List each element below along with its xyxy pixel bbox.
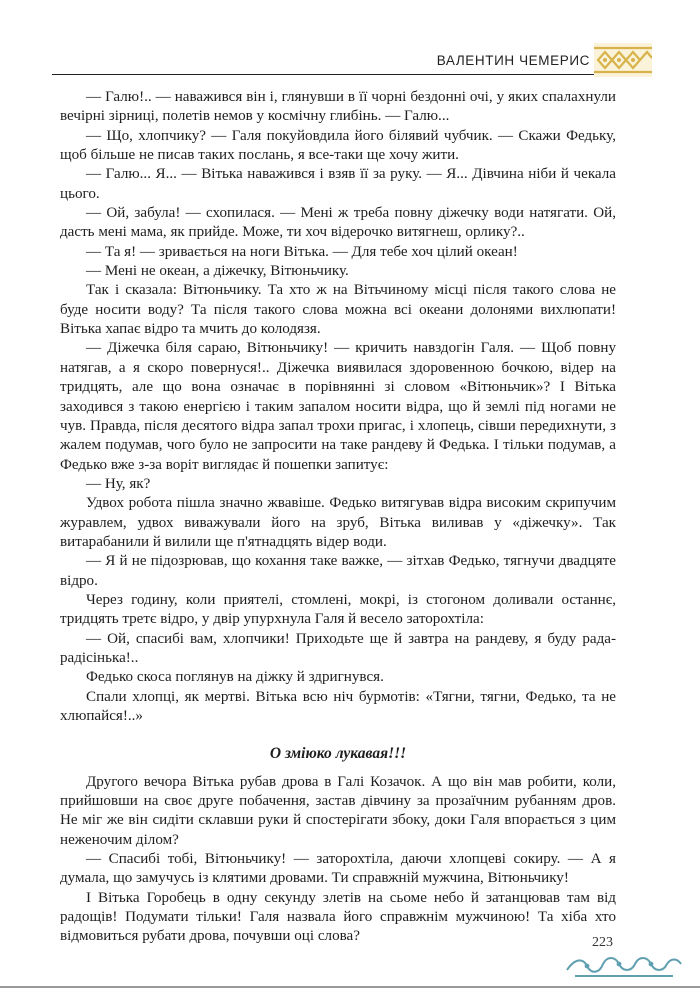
paragraph: — Мені не океан, а діжечку, Вітюньчику.	[86, 263, 349, 280]
paragraph: — Діжечка біля сараю, Вітюньчику! — кричить навздогін Галя. — Щоб повну натягав, а я скоро повернуся!.. Діжечка виявилася здоровенною бочкою, відер на тридцять, але що вона означає в порівнянні зі словом «Вітюньчик»? І Вітька заходився з такою енергією і таким запалом носити відра, що й землі під ногами не чув. Правда, після десятого відра запал трохи пригас, і хлопець, сівши передихнути, з жалем подумав, чого було не запросити на таке рандеву й Федька. І тільки подумав, а Федько вже з-за воріт виглядає й пошепки запитує:	[60, 340, 616, 473]
paragraph: — Спасибі тобі, Вітюньчику! — заторохтіла, даючи хлопцеві сокиру. — А я думала, що замучусь із клятими дровами. Ти справжній мужчина, Вітюньчику!	[60, 851, 616, 887]
paragraph: — Галю!.. — наважився він і, глянувши в її чорні бездонні очі, у яких спалахнули вечірні зірниці, полетів немов у космічну глибінь. — Галю...	[60, 89, 616, 125]
paragraph: — Я й не підозрював, що кохання таке важке, — зітхав Федько, тягнучи двадцяте відро.	[60, 553, 616, 589]
page-bottom-rule	[0, 986, 700, 988]
paragraph: Через годину, коли приятелі, стомлені, мокрі, із стогоном доливали останнє, тридцять третє відро, у двір упурхнула Галя й весело заторохтіла:	[60, 591, 616, 628]
paragraph: І Вітька Горобець в одну секунду злетів на сьоме небо й затанцював там від радощів! Подумати тільки! Галя назвала його справжнім мужчиною! Та хіба хто відмовиться рубати дрова, почувши оці слова?	[60, 889, 616, 945]
paragraph: Удвох робота пішла значно жвавіше. Федько витягував відра високим скрипучим журавлем, удвох виважували його на зруб, Вітька виливав у «діжечку». Так витарабанили й вилили ще п'ятнадцять відер води.	[60, 495, 616, 550]
wave-ornament-icon	[565, 950, 683, 980]
page-header	[52, 40, 652, 76]
paragraph: Федько скоса поглянув на діжку й здригнувся.	[86, 669, 384, 686]
page-body	[60, 88, 616, 947]
section-heading: О змiюко лукавая!!!	[269, 745, 407, 763]
paragraph: — Що, хлопчику? — Галя покуйовдила його білявий чубчик. — Скажи Федьку, щоб більше не писав таких послань, я все-таки ще хочу жити.	[60, 127, 616, 164]
paragraph: — Ну, як?	[86, 475, 151, 492]
paragraph: Так і сказала: Вітюньчику. Та хто ж на Вітьчиному місці після такого слова не буде носити воду? Та після такого слова можна всі океани долонями вихлюпати! Вітька хапає відро та мчить до колодязя.	[60, 282, 616, 338]
running-head-author: ВАЛЕНТИН ЧЕМЕРИС	[436, 53, 590, 68]
paragraph: Другого вечора Вітька рубав дрова в Галі Козачок. А що він мав робити, коли, прийшовши на своє друге побачення, застав дівчину за прозаїчним рубанням дров. Не міг же він сидіти склавши руки й спостерігати збоку, доки Галя впорається з цим неженочим ділом?	[60, 773, 616, 848]
paragraph: — Ой, забула! — схопилася. — Мені ж треба повну діжечку води натягати. Ой, дасть мені мама, як прийде. Може, ти хоч відерочко витягнеш, орлику?..	[60, 205, 616, 241]
paragraph: — Галю... Я... — Вітька наважився і взяв її за руку. — Я... Дівчина ніби й чекала цього.	[60, 166, 616, 202]
paragraph: — Ой, спасибі вам, хлопчики! Приходьте ще й завтра на рандеву, я буду рада-радісінька!..	[60, 630, 616, 666]
paragraph: — Та я! — зривається на ноги Вітька. — Для тебе хоч цілий океан!	[86, 243, 518, 260]
header-rule	[52, 74, 600, 75]
paragraph: Спали хлопці, як мертві. Вітька всю ніч бурмотів: «Тягни, тягни, Федько, та не хлюпайся!..»	[60, 688, 616, 724]
page-number: 223	[592, 935, 613, 950]
gold-ornament-icon	[594, 43, 652, 77]
